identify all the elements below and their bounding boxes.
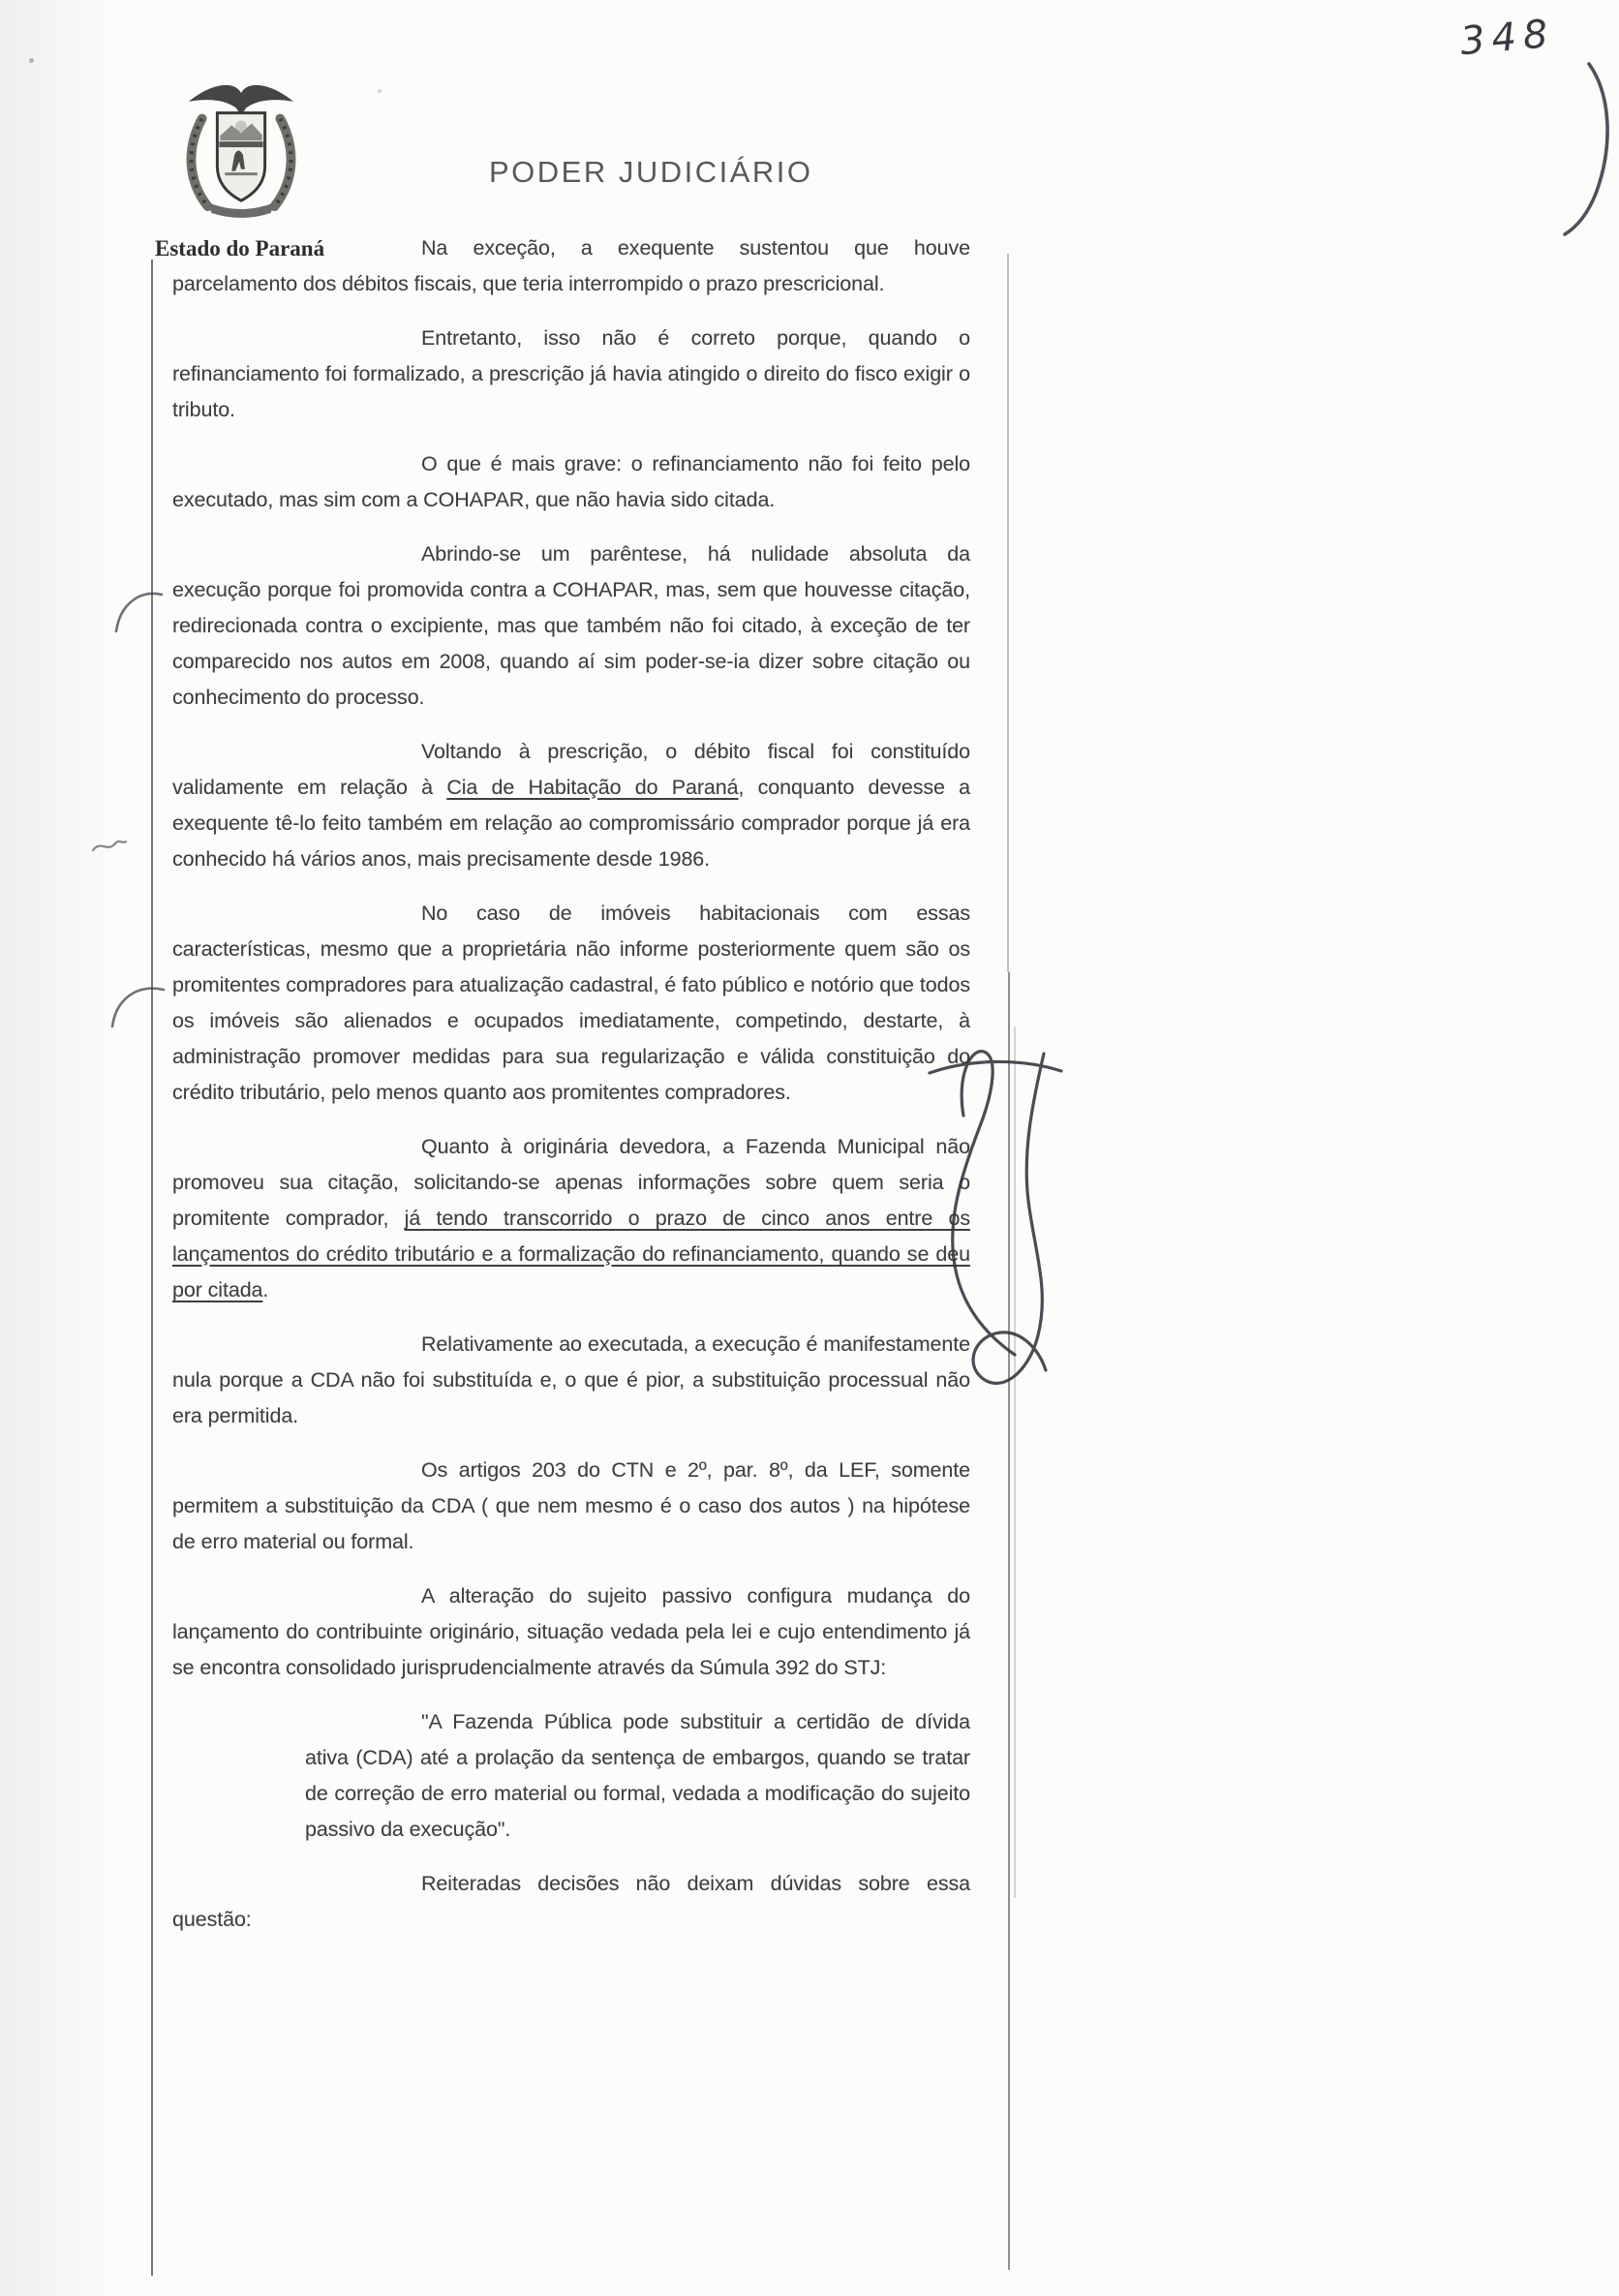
underlined-text: já tendo transcorrido o prazo de cinco anos entre os lançamentos do crédito tributário e a formalização do refinanciamento, quando se deu por citada [172,1207,970,1301]
paragraph [172,896,970,1111]
paragraph [172,1866,970,1938]
text-segment: Entretanto, isso não é correto porque, quando o refinanciamento foi formalizado, a prescrição já havia atingido o direito do fisco exigir o tributo. [172,326,970,421]
text-segment: Reiteradas decisões não deixam dúvidas sobre essa questão: [172,1872,970,1931]
right-margin-line-upper [1007,254,1009,972]
text-segment: Voltando à prescrição, o débito fiscal foi constituído validamente em relação à [172,740,970,799]
text-segment: A alteração do sujeito passivo configura mudança do lançamento do contribuinte originário, situação vedada pela lei e cujo entendimento já se encontra consolidado jurisprudencialmente através da Súmula 392 do STJ: [172,1584,970,1679]
paragraph [172,734,970,877]
paragraph [172,1327,970,1434]
text-segment: No caso de imóveis habitacionais com essas características, mesmo que a proprietária não informe posteriormente quem são os promitentes compradores para atualização cadastral, é fato público e notório que todos os imóveis são alienados e ocupados imediatamente, competindo, destarte, à administração promover medidas para sua regularização e válida constituição do crédito tributário, pelo menos quanto aos promitentes compradores. [172,902,970,1104]
quoted-paragraph [305,1704,970,1848]
text-segment: O que é mais grave: o refinanciamento não foi feito pelo executado, mas sim com a COHAPAR, que não havia sido citada. [172,452,970,511]
right-margin-line-lower [1008,972,1010,2270]
scan-speck [29,58,34,63]
scan-speck [378,89,382,93]
margin-squiggle-mark [93,842,126,850]
corner-bracket-mark [1565,64,1607,234]
document-body [172,230,970,1956]
paragraph [172,1129,970,1308]
parana-coat-of-arms-icon [179,77,303,225]
paragraph [172,321,970,428]
text-segment: Abrindo-se um parêntese, há nulidade absoluta da execução porque foi promovida contra a COHAPAR, mas, sem que houvesse citação, redirecionada contra o excipiente, mas que também não foi citado, à exceção de ter comparecido nos autos em 2008, quando aí sim poder-se-ia dizer sobre citação ou conhecimento do processo. [172,542,970,709]
text-segment: Na exceção, a exequente sustentou que houve parcelamento dos débitos fiscais, que teria interrompido o prazo prescricional. [172,236,970,295]
paragraph [172,536,970,716]
text-segment: Quanto à originária devedora, a Fazenda Municipal não promoveu sua citação, solicitando-se apenas informações sobre quem seria o promitente comprador, [172,1135,970,1230]
state-label: Estado do Paraná [155,236,325,260]
text-segment: . [262,1278,269,1301]
paragraph [172,1453,970,1560]
text-segment: "A Fazenda Pública pode substituir a certidão de dívida ativa (CDA) até a prolação da sentença de embargos, quando se tratar de correção de erro material ou formal, vedada a modificação do sujeito passivo da execução". [305,1710,970,1841]
text-segment: Relativamente ao executada, a execução é manifestamente nula porque a CDA não foi substituída e, o que é pior, a substituição processual não era permitida. [172,1332,970,1427]
left-margin-line [151,260,153,2276]
right-margin-line-shadow [1014,1026,1016,1898]
text-segment: Os artigos 203 do CTN e 2º, par. 8º, da LEF, somente permitem a substituição da CDA ( que nem mesmo é o caso dos autos ) na hipótese de erro material ou formal. [172,1458,970,1553]
text-segment: , conquanto devesse a exequente tê-lo feito também em relação ao compromissário comprador porque já era conhecido há vários anos, mais precisamente desde 1986. [172,776,970,871]
paragraph [172,1578,970,1686]
margin-arc-top-mark [116,594,162,631]
page-title: PODER JUDICIÁRIO [489,155,813,189]
margin-arc-bottom-mark [112,989,164,1026]
underlined-text: Cia de Habitação do Paraná [446,776,739,799]
paragraph [172,230,970,302]
handwritten-page-number: 348 [1458,11,1557,65]
paragraph [172,446,970,518]
